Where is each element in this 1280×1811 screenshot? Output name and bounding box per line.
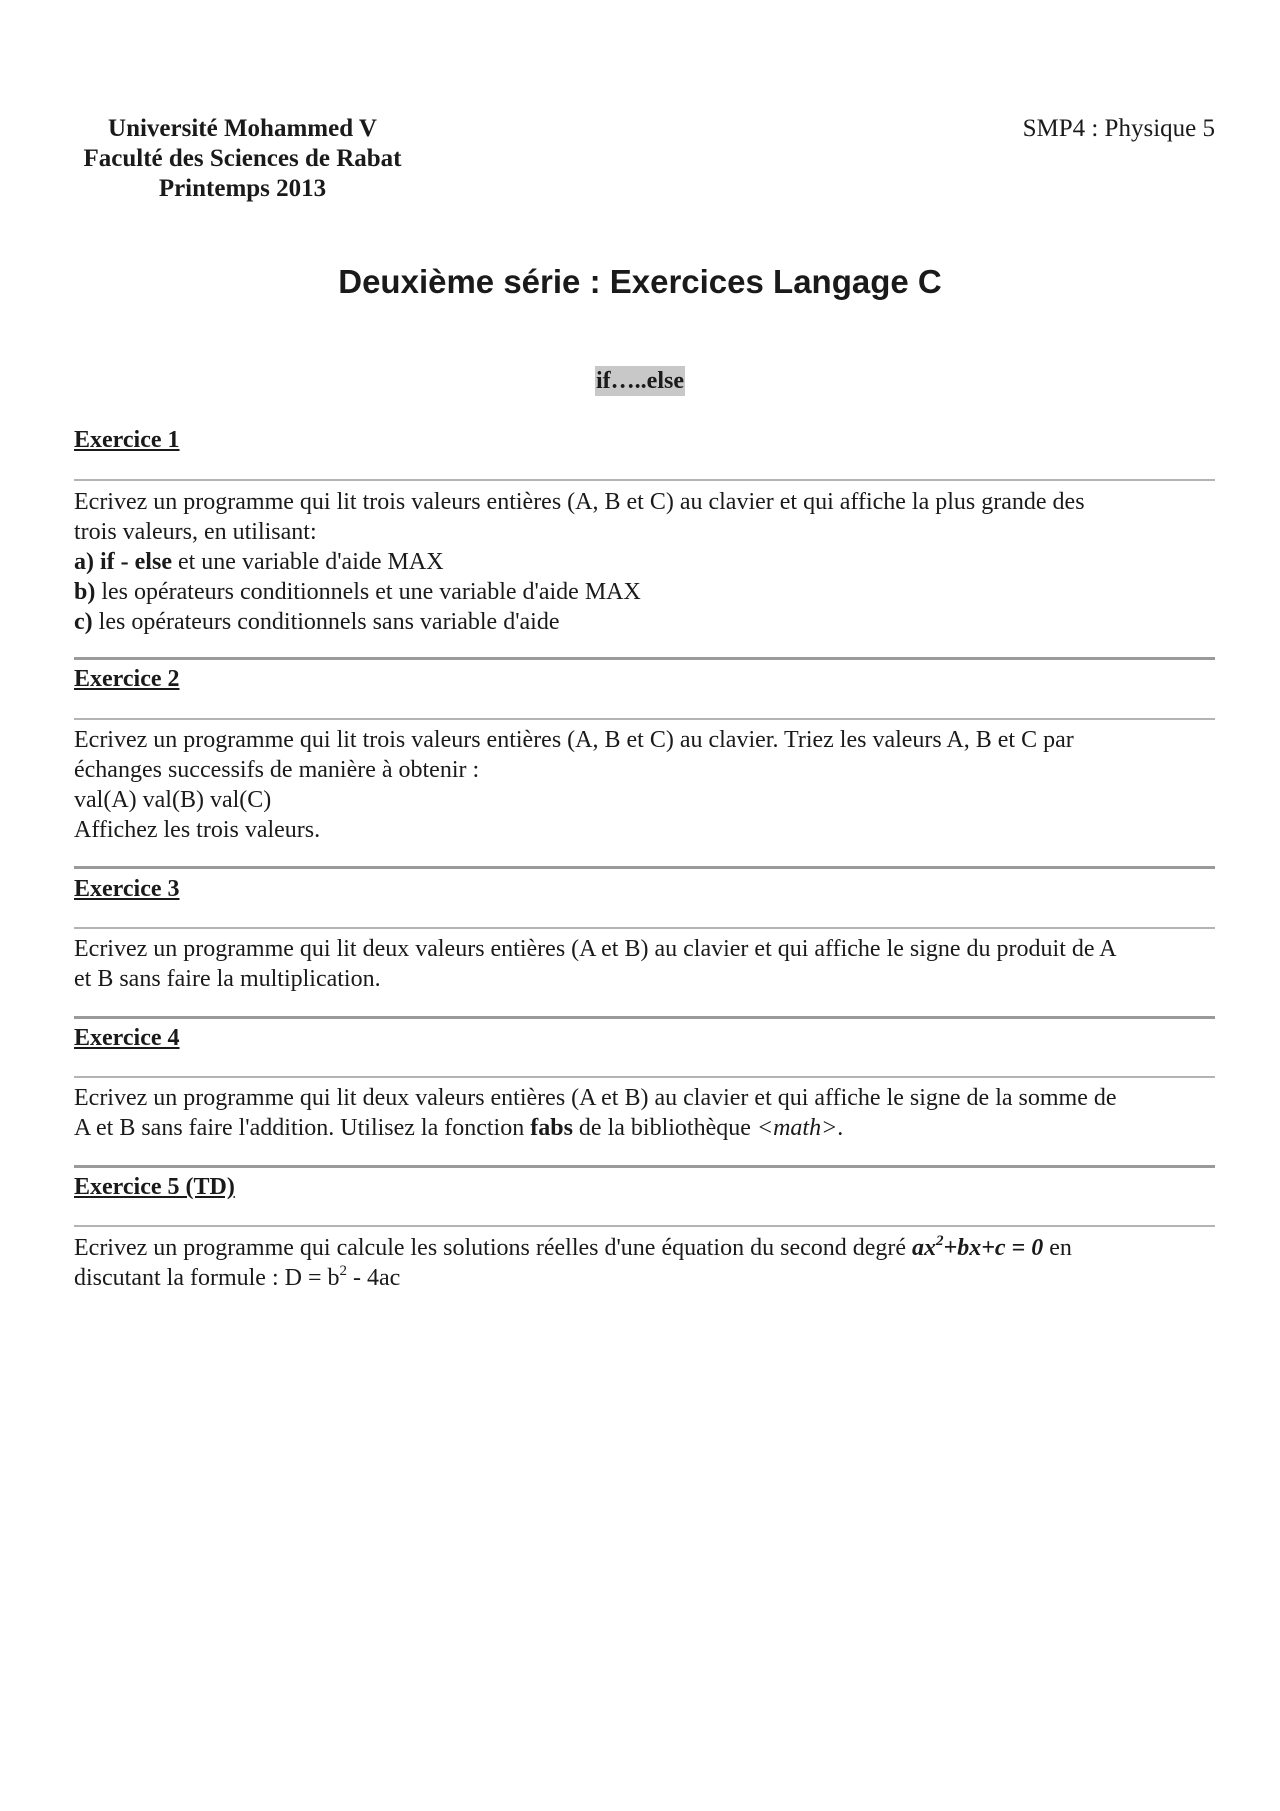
exercise-3-line: Ecrivez un programme qui lit deux valeurs entières (A et B) au clavier et qui affiche le signe du produit de A <box>74 936 1117 962</box>
exercise-4-title: Exercice 4 <box>74 1025 180 1051</box>
divider <box>74 866 1215 869</box>
exercise-5-body <box>74 1233 1224 1293</box>
exercise-4-line: A et B sans faire l'addition. Utilisez la fonction fabs de la bibliothèque <math>. <box>74 1115 844 1141</box>
divider <box>74 1165 1215 1168</box>
exercise-3-body <box>74 934 1224 994</box>
semester: Printemps 2013 <box>158 175 327 202</box>
divider <box>74 927 1215 929</box>
exercise-4-body <box>74 1083 1224 1143</box>
exercise-3-title: Exercice 3 <box>74 876 180 902</box>
exercise-3-line: et B sans faire la multiplication. <box>74 966 381 992</box>
divider <box>74 718 1215 720</box>
exercise-1-option-c: c) les opérateurs conditionnels sans variable d'aide <box>74 609 560 635</box>
exercise-2-line: échanges successifs de manière à obtenir : <box>74 757 480 783</box>
divider <box>74 1225 1215 1227</box>
exercise-2-title: Exercice 2 <box>74 666 180 692</box>
course-label: SMP4 : Physique 5 <box>1022 115 1215 142</box>
exercise-1-body <box>74 487 1224 637</box>
exercise-4-line: Ecrivez un programme qui lit deux valeurs entières (A et B) au clavier et qui affiche le signe de la somme de <box>74 1085 1117 1111</box>
library-name: <math> <box>756 1115 838 1141</box>
section-label: if…..else <box>596 368 684 394</box>
divider <box>74 657 1215 660</box>
exercise-5-line: Ecrivez un programme qui calcule les solutions réelles d'une équation du second degré $ax^2+bx+c = 0$ en <box>74 1233 1072 1261</box>
equation: $ax^2+bx+c = 0$ <box>912 1233 1044 1261</box>
exercise-5-title: Exercice 5 (TD) <box>74 1174 235 1200</box>
divider <box>74 1076 1215 1078</box>
faculty-name: Faculté des Sciences de Rabat <box>83 145 402 172</box>
page-title: Deuxième série : Exercices Langage C <box>338 263 942 300</box>
exercise-5-line: discutant la formule : $D = b^2 - 4ac$ <box>74 1263 401 1291</box>
university-name: Université Mohammed V <box>108 115 377 142</box>
divider <box>74 479 1215 481</box>
exercise-2-line: Ecrivez un programme qui lit trois valeurs entières (A, B et C) au clavier. Triez les valeurs A, B et C par <box>74 727 1074 753</box>
exercise-1-line: trois valeurs, en utilisant: <box>74 519 317 545</box>
exercise-1-line: Ecrivez un programme qui lit trois valeurs entières (A, B et C) au clavier et qui affiche la plus grande des <box>74 489 1085 515</box>
exercise-1-title: Exercice 1 <box>74 427 180 453</box>
section-heading <box>0 366 1280 396</box>
exercise-1-option-a: a) if - else et une variable d'aide MAX <box>74 549 444 575</box>
institution-header <box>60 114 425 204</box>
exercise-1-option-b: b) les opérateurs conditionnels et une variable d'aide MAX <box>74 579 641 605</box>
function-name: fabs <box>530 1115 573 1141</box>
exercise-2-body <box>74 725 1224 845</box>
exercise-2-line: Affichez les trois valeurs. <box>74 817 321 843</box>
divider <box>74 1016 1215 1019</box>
exercise-2-line: val(A) val(B) val(C) <box>74 787 272 813</box>
